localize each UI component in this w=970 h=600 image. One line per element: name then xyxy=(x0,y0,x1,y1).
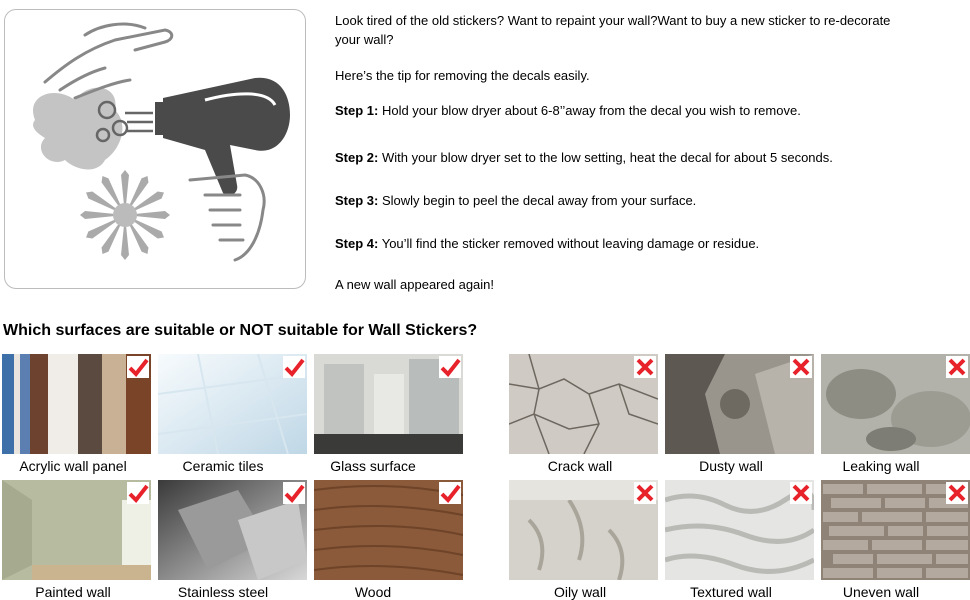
step-4 xyxy=(335,234,759,253)
step-text: Slowly begin to peel the decal away from your surface. xyxy=(378,193,697,208)
step-text: Hold your blow dryer about 6-8’’away from the decal you wish to remove. xyxy=(378,103,801,118)
cross-mark-icon xyxy=(946,356,968,378)
tile-textured-wall xyxy=(665,480,814,580)
surface-label: Wood xyxy=(354,584,392,600)
surface-label: Acrylic wall panel xyxy=(19,458,127,474)
check-mark-icon xyxy=(283,356,305,378)
cross-mark-icon xyxy=(790,482,812,504)
intro-line-2: your wall? xyxy=(335,32,394,47)
check-mark-icon xyxy=(283,482,305,504)
check-mark-icon xyxy=(127,356,149,378)
surface-label: Stainless steel xyxy=(177,584,269,600)
step-1 xyxy=(335,101,801,120)
hand-top-icon xyxy=(45,30,172,98)
tip-line: Here’s the tip for removing the decals easily. xyxy=(335,68,590,83)
step-2 xyxy=(335,148,833,167)
cross-mark-icon xyxy=(946,482,968,504)
tile-stainless-steel xyxy=(158,480,307,580)
check-mark-icon xyxy=(127,482,149,504)
surface-label: Uneven wall xyxy=(842,584,920,600)
check-mark-icon xyxy=(439,482,461,504)
tile-ceramic-tiles xyxy=(158,354,307,454)
step-3 xyxy=(335,191,696,210)
tile-acrylic-wall-panel xyxy=(2,354,151,454)
surface-label: Oily wall xyxy=(553,584,607,600)
step-label: Step 4: xyxy=(335,236,379,251)
tile-glass-surface xyxy=(314,354,463,454)
blow-dryer-illustration xyxy=(4,9,306,289)
surface-label: Dusty wall xyxy=(699,458,763,474)
surface-label: Textured wall xyxy=(690,584,772,600)
tile-painted-wall xyxy=(2,480,151,580)
step-label: Step 2: xyxy=(335,150,379,165)
surface-label: Ceramic tiles xyxy=(182,458,264,474)
step-label: Step 1: xyxy=(335,103,379,118)
tile-crack-wall xyxy=(509,354,658,454)
surface-label: Glass surface xyxy=(330,458,416,474)
decal-blob-icon xyxy=(33,88,122,170)
cross-mark-icon xyxy=(634,482,656,504)
surface-label: Painted wall xyxy=(35,584,111,600)
intro-line-1: Look tired of the old stickers? Want to repaint your wall?Want to buy a new sticker to re-decorate xyxy=(335,13,891,28)
tile-wood xyxy=(314,480,463,580)
cross-mark-icon xyxy=(634,356,656,378)
tile-uneven-wall xyxy=(821,480,970,580)
check-mark-icon xyxy=(439,356,461,378)
step-text: You’ll find the sticker removed without leaving damage or residue. xyxy=(378,236,760,251)
tile-oily-wall xyxy=(509,480,658,580)
step-label: Step 3: xyxy=(335,193,379,208)
tile-leaking-wall xyxy=(821,354,970,454)
step-text: With your blow dryer set to the low setting, heat the decal for about 5 seconds. xyxy=(378,150,833,165)
cross-mark-icon xyxy=(790,356,812,378)
surfaces-heading: Which surfaces are suitable or NOT suitable for Wall Stickers? xyxy=(3,322,478,339)
surface-label: Leaking wall xyxy=(842,458,920,474)
flower-icon xyxy=(80,170,170,260)
surface-label: Crack wall xyxy=(547,458,613,474)
tile-dusty-wall xyxy=(665,354,814,454)
closing-line: A new wall appeared again! xyxy=(335,277,495,292)
